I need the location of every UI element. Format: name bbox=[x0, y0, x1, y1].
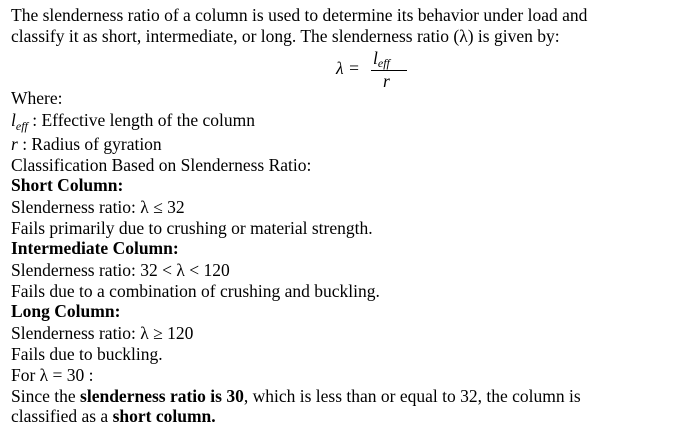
long-column-ratio: Slenderness ratio: λ ≥ 120 bbox=[11, 323, 194, 343]
conclusion-bold-ratio: slenderness ratio is 30 bbox=[80, 386, 244, 406]
leff-subscript: eff bbox=[15, 119, 28, 133]
conclusion-line-2 bbox=[11, 406, 216, 427]
r-symbol: r bbox=[11, 134, 18, 154]
formula-denominator: r bbox=[383, 71, 390, 91]
classification-heading: Classification Based on Slenderness Ratio: bbox=[11, 155, 312, 175]
where-r bbox=[11, 134, 162, 155]
formula-numerator bbox=[373, 48, 390, 69]
formula-numerator-symbol: l bbox=[373, 48, 378, 68]
slenderness-formula bbox=[336, 48, 416, 90]
formula-fraction bbox=[370, 48, 408, 90]
conclusion-for-line: For λ = 30 : bbox=[11, 365, 94, 385]
conclusion-classified: classified as a bbox=[11, 406, 113, 426]
intermediate-column-heading: Intermediate Column: bbox=[11, 238, 179, 258]
where-leff bbox=[11, 110, 255, 133]
where-heading: Where: bbox=[11, 88, 63, 108]
short-column-fails: Fails primarily due to crushing or material strength. bbox=[11, 218, 373, 238]
intermediate-column-fails: Fails due to a combination of crushing and buckling. bbox=[11, 281, 380, 301]
conclusion-mid: , which is less than or equal to 32, the column is bbox=[243, 386, 581, 406]
long-column-fails: Fails due to buckling. bbox=[11, 344, 163, 364]
formula-numerator-subscript: eff bbox=[377, 56, 390, 70]
conclusion-since: Since the bbox=[11, 386, 81, 406]
conclusion-line-1 bbox=[11, 386, 581, 407]
intro-line-2: classify it as short, intermediate, or long. The slenderness ratio (λ) is given by: bbox=[11, 26, 560, 46]
conclusion-bold-short-column: short column. bbox=[112, 406, 216, 426]
short-column-heading: Short Column: bbox=[11, 175, 124, 195]
intro-line-1: The slenderness ratio of a column is used to determine its behavior under load and bbox=[11, 5, 588, 25]
leff-desc: : Effective length of the column bbox=[27, 110, 255, 130]
r-desc: : Radius of gyration bbox=[17, 134, 162, 154]
leff-symbol: l bbox=[11, 110, 16, 130]
short-column-ratio: Slenderness ratio: λ ≤ 32 bbox=[11, 197, 185, 217]
intermediate-column-ratio: Slenderness ratio: 32 < λ < 120 bbox=[11, 260, 230, 280]
long-column-heading: Long Column: bbox=[11, 301, 121, 321]
formula-lhs: λ = bbox=[336, 58, 360, 78]
